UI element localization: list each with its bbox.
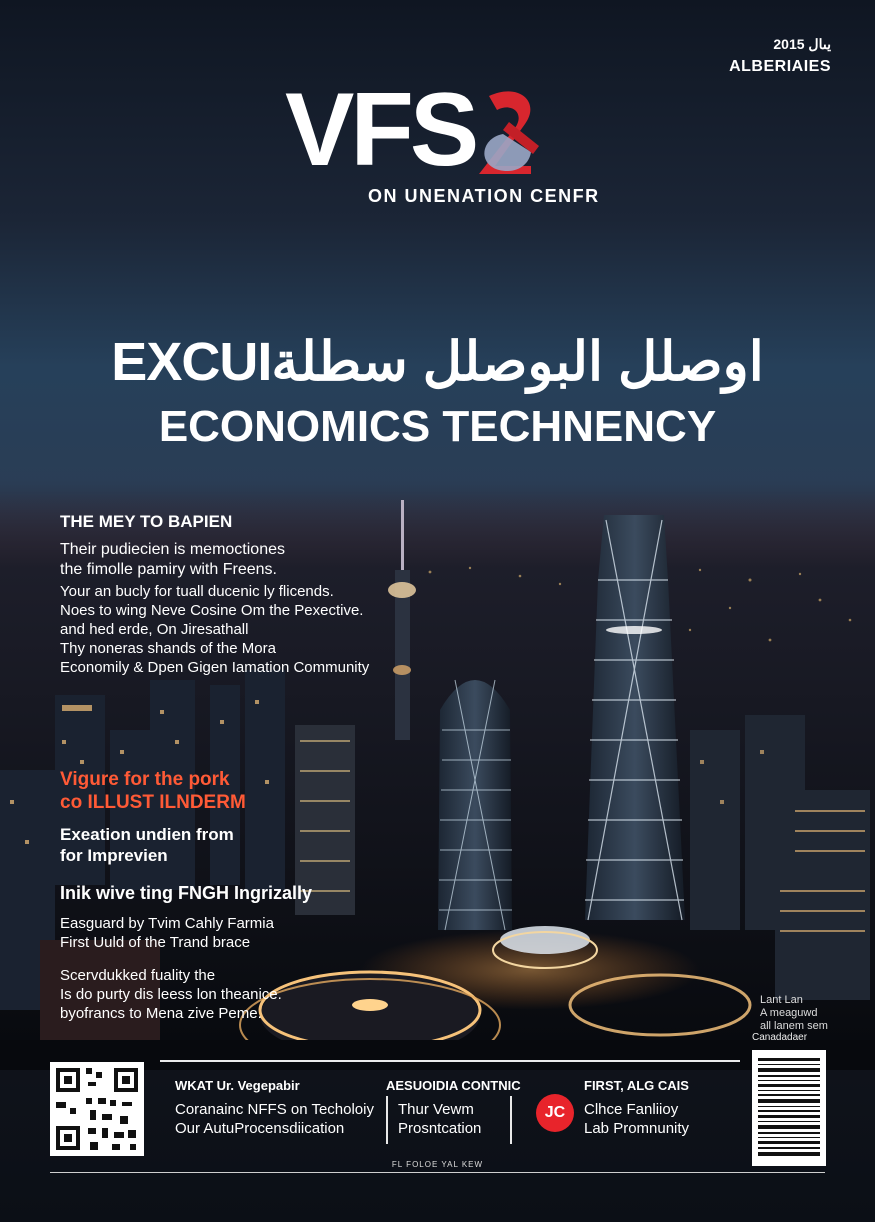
infra-story: Inik wive ting FNGH Ingrizally	[60, 883, 313, 903]
column-divider	[510, 1096, 512, 1144]
feature-heading: THE MEY TO BAPIEN	[60, 512, 233, 531]
barcode-label: Canadadaer	[752, 1032, 808, 1043]
headline-sub: ECONOMICS TECHNENCY	[158, 402, 717, 451]
feature-body-line: Economily & Dpen Gigen Iamation Community	[60, 659, 370, 676]
exec-story-line: for Imprevien	[60, 846, 168, 865]
bottom-bar-divider	[160, 1060, 740, 1062]
exec-story-line: Exeation undien from	[60, 825, 234, 844]
bottom-col3-heading: FIRST, ALG CAIS	[584, 1078, 689, 1093]
logo-text: VFS	[285, 72, 476, 188]
highlight-story-line: co ILLUST ILNDERM	[60, 792, 246, 813]
qr-code	[50, 1062, 144, 1156]
severe-story	[60, 966, 282, 1023]
masthead-logo	[285, 72, 547, 188]
ease-story	[60, 914, 274, 952]
bottom-col1-body	[175, 1100, 374, 1138]
logo-ribbon-mark	[469, 86, 547, 178]
highlight-story	[60, 768, 246, 814]
bottom-col3-line: Clhce Fanliioy	[584, 1101, 679, 1118]
bottom-col1-line: Our AutuProcensdiication	[175, 1120, 345, 1137]
feature-intro	[60, 540, 285, 580]
bottom-col2-line: Prosntcation	[398, 1120, 482, 1137]
side-note-line: all lanem sem	[760, 1020, 828, 1032]
highlight-story-line: Vigure for the pork	[60, 769, 230, 790]
bottom-col3-line: Lab Promnunity	[584, 1120, 690, 1137]
feature-intro-line: Their pudiecien is memoctiones	[60, 541, 285, 558]
edition-label: ALBERIAIES	[729, 58, 831, 75]
ease-story-line: Easguard by Tvim Cahly Farmia	[60, 915, 274, 932]
side-note	[760, 994, 828, 1033]
bottom-col2-line: Thur Vewm	[398, 1101, 474, 1118]
feature-body	[60, 582, 369, 677]
bottom-col1-heading: WKAT Ur. Vegepabir	[175, 1078, 300, 1093]
bottom-col2-heading: AESUOIDIA CONTNIC	[386, 1078, 521, 1093]
headline-main: EXCUIاوصلل البوصلل سطلة	[111, 332, 764, 392]
severe-story-line: Is do purty dis leess lon theanice.	[60, 986, 282, 1003]
feature-body-line: Noes to wing Neve Cosine Om the Pexective.	[60, 602, 364, 619]
column-divider	[386, 1096, 388, 1144]
bottom-col1-line: Coranainc NFFS on Techoloiy	[175, 1101, 374, 1118]
severe-story-line: byofrancs to Mena zive Peme.	[60, 1005, 262, 1022]
feature-body-line: and hed erde, On Jiresathall	[60, 621, 249, 638]
issue-label: يىال 2015	[773, 36, 831, 52]
exec-story	[60, 824, 234, 866]
circle-logo-icon: JC	[536, 1094, 574, 1132]
bottom-col3-body	[584, 1100, 689, 1138]
feature-body-line: Your an bucly for tuall ducenic ly flicends.	[60, 583, 334, 600]
feature-intro-line: the fimolle pamiry with Freens.	[60, 561, 277, 578]
side-note-line: Lant Lan	[760, 994, 803, 1006]
side-note-line: A meaguwd	[760, 1007, 818, 1019]
footer-divider	[50, 1172, 825, 1173]
footer-text: FL FOLOE YAL KEW	[391, 1160, 484, 1169]
masthead-tagline: ON UNENATION CENFR	[368, 186, 600, 206]
severe-story-line: Scervdukked fuality the	[60, 967, 216, 984]
ease-story-line: First Uuld of the Trand brace	[60, 934, 251, 951]
bottom-col2-body	[398, 1100, 481, 1138]
feature-body-line: Thy noneras shands of the Mora	[60, 640, 276, 657]
barcode	[752, 1050, 826, 1166]
